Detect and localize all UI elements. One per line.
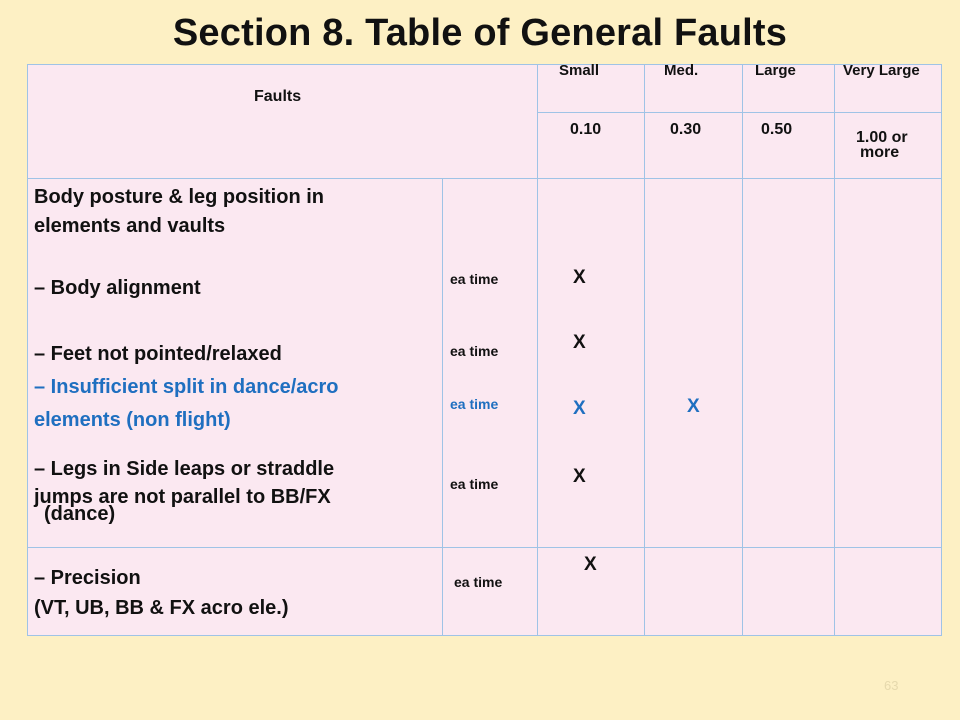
row-divider — [27, 547, 942, 548]
med-column-border — [644, 64, 645, 635]
page-number: 63 — [884, 678, 899, 693]
table-border-left — [27, 64, 28, 635]
header-bottom-border — [27, 178, 942, 179]
fault-legs-side-leaps-cont2: (dance) — [44, 503, 116, 525]
fault-legs-side-leaps-cont: jumps are not parallel to BB/FX — [34, 486, 331, 508]
freq-column-border — [442, 178, 443, 635]
fault-precision-cont: (VT, UB, BB & FX acro ele.) — [34, 597, 289, 619]
large-column-border — [742, 64, 743, 635]
column-med-value: 0.30 — [670, 121, 702, 138]
freq-precision: ea time — [454, 574, 503, 590]
mark-small-split: X — [573, 398, 586, 419]
page-title: Section 8. Table of General Faults — [172, 12, 788, 54]
mark-small-feet: X — [573, 332, 586, 353]
column-small-value: 0.10 — [570, 121, 602, 138]
table-border-bottom — [27, 635, 942, 636]
mark-small-precision: X — [584, 554, 597, 575]
very-large-column-border — [834, 64, 835, 635]
column-very-large-value-cont: more — [860, 144, 900, 161]
freq-body-alignment: ea time — [450, 271, 499, 287]
mark-small-legs: X — [573, 466, 586, 487]
fault-insufficient-split-cont: elements (non flight) — [34, 409, 231, 431]
mark-small-body-alignment: X — [573, 267, 586, 288]
header-divider — [537, 112, 942, 113]
mark-med-split: X — [687, 396, 700, 417]
column-very-large-label: Very Large — [843, 62, 920, 79]
column-very-large-value: 1.00 or — [856, 129, 908, 146]
small-column-border — [537, 64, 538, 635]
column-large-value: 0.50 — [761, 121, 793, 138]
freq-legs-side-leaps: ea time — [450, 476, 499, 492]
column-med-label: Med. — [664, 62, 699, 79]
fault-feet-not-pointed: – Feet not pointed/relaxed — [34, 343, 282, 365]
freq-feet-not-pointed: ea time — [450, 343, 499, 359]
fault-group-heading: Body posture & leg position in — [34, 186, 324, 208]
table-border-top — [27, 64, 942, 65]
column-small-label: Small — [559, 62, 600, 79]
fault-insufficient-split: – Insufficient split in dance/acro — [34, 376, 339, 398]
column-large-label: Large — [755, 62, 796, 79]
fault-group-heading-cont: elements and vaults — [34, 215, 226, 237]
faults-header: Faults — [254, 88, 302, 105]
freq-insufficient-split: ea time — [450, 396, 499, 412]
fault-body-alignment: – Body alignment — [34, 277, 201, 299]
fault-precision: – Precision — [34, 567, 141, 589]
table-border-right — [941, 64, 942, 635]
fault-legs-side-leaps: – Legs in Side leaps or straddle — [34, 458, 335, 480]
